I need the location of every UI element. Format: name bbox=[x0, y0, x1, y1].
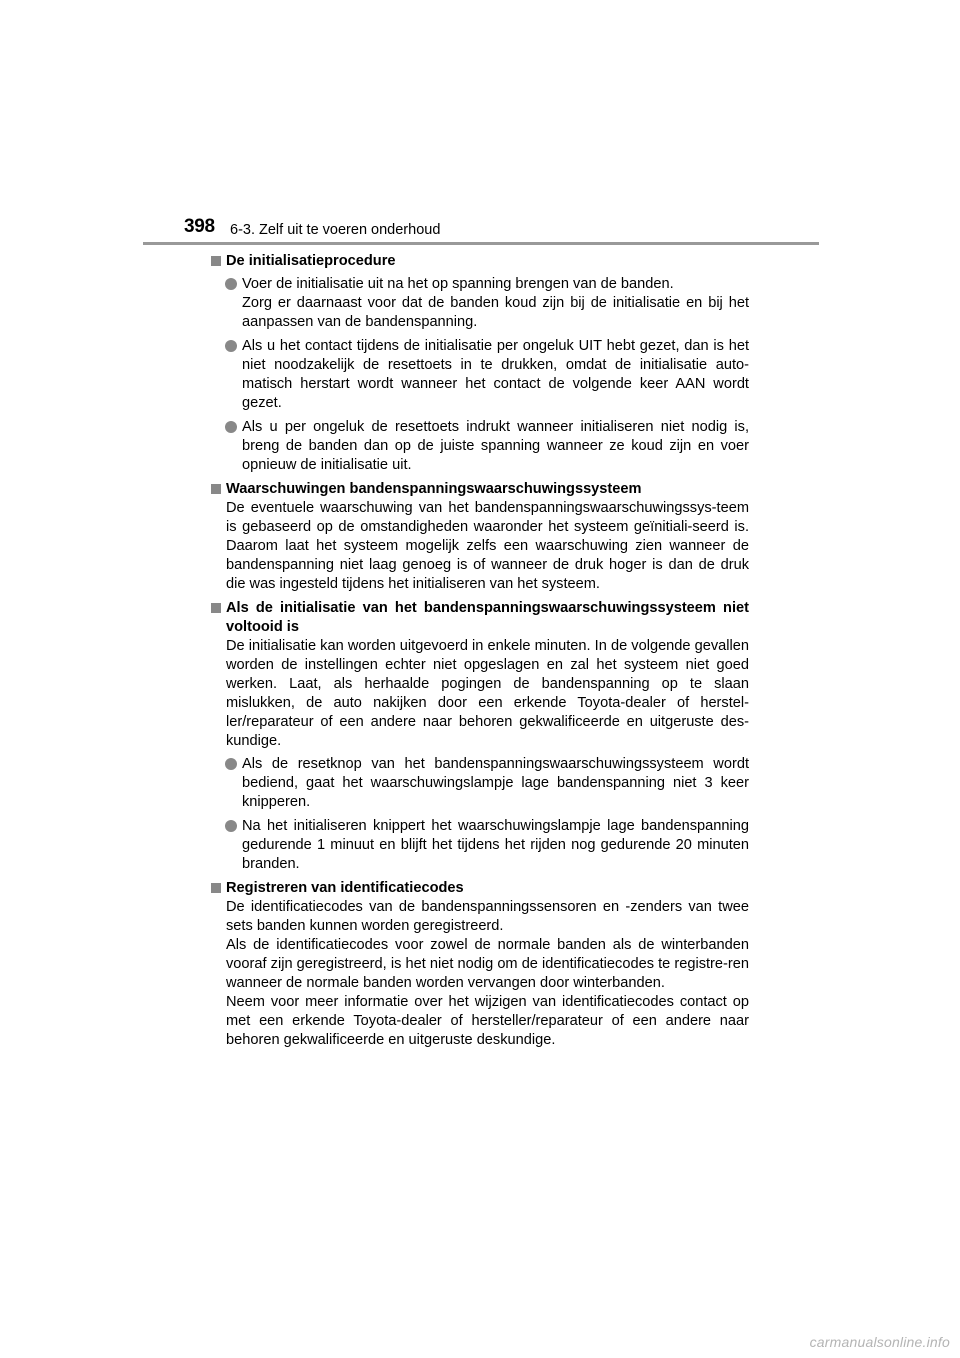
list-item bbox=[211, 275, 749, 332]
section-heading-text: Waarschuwingen bandenspanningswaarschuwingssysteem bbox=[226, 481, 642, 497]
section-heading bbox=[211, 599, 749, 637]
header-rule bbox=[143, 242, 819, 245]
section-heading bbox=[211, 252, 749, 271]
section-initialization-not-completed bbox=[211, 599, 749, 874]
list-item-line: Zorg er daarnaast voor dat de banden koud zijn bij de initialisatie en bij het aanpassen van de bandenspanning. bbox=[242, 295, 749, 330]
circle-bullet-icon bbox=[225, 421, 237, 433]
section-title: 6-3. Zelf uit te voeren onderhoud bbox=[230, 222, 441, 238]
watermark: carmanualsonline.info bbox=[809, 1334, 950, 1350]
list-item-line: Als de resetknop van het bandenspanningswaarschuwingssysteem wordt bediend, gaat het waarschuwingslampje lage bandenspanning niet 3 keer knipperen. bbox=[242, 756, 749, 810]
section-heading-text: De initialisatieprocedure bbox=[226, 253, 396, 269]
list-item bbox=[211, 755, 749, 812]
paragraph: Als de identificatiecodes voor zowel de normale banden als de winterbanden vooraf zijn geregistreerd, is het niet nodig om de identificatiecodes te registre-ren wanneer de normale banden worden vervangen door winterbanden. bbox=[226, 937, 749, 991]
list-item-line: Na het initialiseren knippert het waarschuwingslampje lage bandenspanning gedurende 1 minuut en blijft het tijdens het rijden nog gedurende 20 minuten branden. bbox=[242, 818, 749, 872]
circle-bullet-icon bbox=[225, 758, 237, 770]
list-item bbox=[211, 418, 749, 475]
page-header bbox=[0, 0, 960, 250]
paragraph: De eventuele waarschuwing van het bandenspanningswaarschuwingssys-teem is gebaseerd op de omstandigheden waaronder het systeem geïnitiali-seerd is. Daarom laat het systeem mogelijk zelfs een waarschuwing zien wanneer de bandenspanning niet laag genoeg is of wanneer de druk hoger is dan de druk die was ingesteld tijdens het initialiseren van het systeem. bbox=[226, 500, 749, 592]
list-item-line: Als u per ongeluk de resettoets indrukt wanneer initialiseren niet nodig is, breng de banden dan op de juiste spanning wanneer ze koud zijn en voer opnieuw de initialisatie uit. bbox=[242, 419, 749, 473]
paragraph: De identificatiecodes van de bandenspanningssensoren en -zenders van twee sets banden kunnen worden geregistreerd. bbox=[226, 899, 749, 934]
paragraph: De initialisatie kan worden uitgevoerd in enkele minuten. In de volgende gevallen worden de instellingen echter niet opgeslagen en zal het systeem niet goed werken. Laat, als herhaalde pogingen de bandenspanning op te slaan mislukken, de auto nakijken door een erkende Toyota-dealer of herstel-ler/reparateur of een andere naar behoren gekwalificeerde en uitgeruste des-kundige. bbox=[226, 638, 749, 749]
circle-bullet-icon bbox=[225, 340, 237, 352]
list-item-line: Als u het contact tijdens de initialisatie per ongeluk UIT hebt gezet, dan is het niet noodzakelijk de resettoets in te drukken, omdat de initialisatie auto-matisch herstart wordt wanneer het contact de volgende keer AAN wordt gezet. bbox=[242, 338, 749, 411]
section-warnings bbox=[211, 480, 749, 594]
section-heading-text: Als de initialisatie van het bandenspanningswaarschuwingssysteem niet voltooid is bbox=[226, 600, 749, 635]
square-bullet-icon bbox=[211, 883, 221, 893]
section-registering-id-codes bbox=[211, 879, 749, 1050]
circle-bullet-icon bbox=[225, 820, 237, 832]
square-bullet-icon bbox=[211, 603, 221, 613]
section-heading bbox=[211, 480, 749, 499]
page-number: 398 bbox=[184, 216, 215, 237]
list-item bbox=[211, 817, 749, 874]
section-heading-text: Registreren van identificatiecodes bbox=[226, 880, 464, 896]
section-initialization-procedure bbox=[211, 252, 749, 475]
section-heading bbox=[211, 879, 749, 898]
manual-content bbox=[211, 252, 749, 1055]
circle-bullet-icon bbox=[225, 278, 237, 290]
list-item bbox=[211, 337, 749, 413]
square-bullet-icon bbox=[211, 484, 221, 494]
paragraph: Neem voor meer informatie over het wijzigen van identificatiecodes contact op met een erkende Toyota-dealer of hersteller/reparateur of een andere naar behoren gekwalificeerde en uitgeruste deskundige. bbox=[226, 994, 749, 1048]
square-bullet-icon bbox=[211, 256, 221, 266]
list-item-line: Voer de initialisatie uit na het op spanning brengen van de banden. bbox=[242, 276, 674, 292]
